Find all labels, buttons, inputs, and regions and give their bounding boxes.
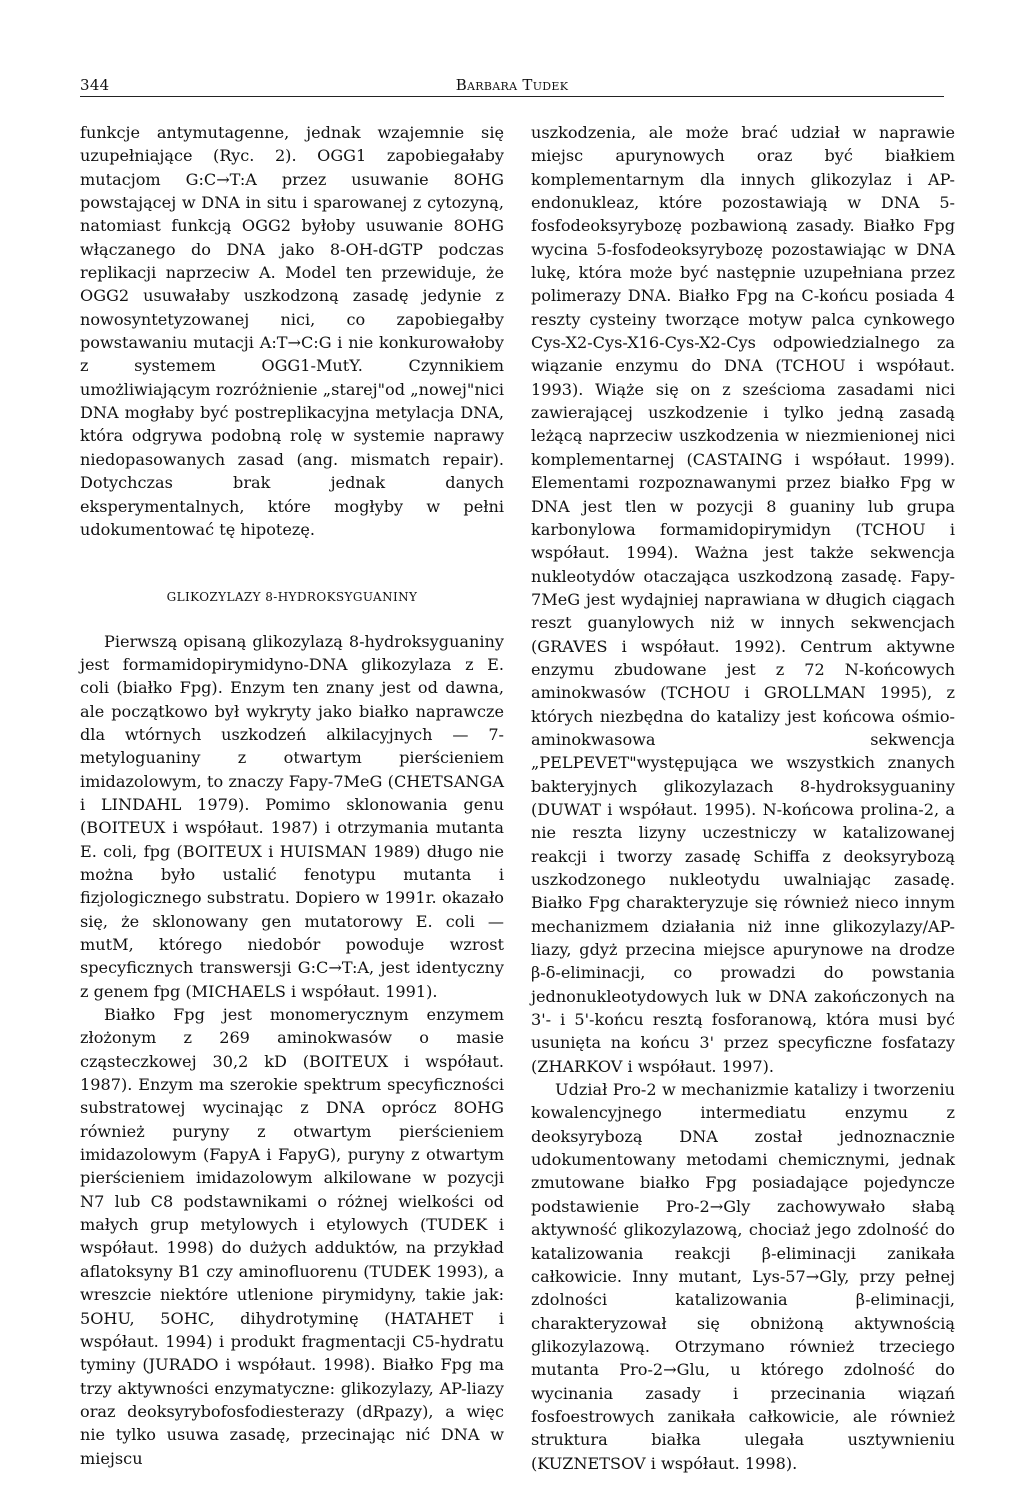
page-number: 344 xyxy=(80,76,110,94)
paragraph: Pierwszą opisaną glikozylazą 8-hydroksyguaniny jest formamidopirymidyno-DNA glikozylaza z E. coli (białko Fpg). Enzym ten znany jest od dawna, ale początkowo był wykryty jako białko naprawcze dla wtórnych uszkodzeń alkilacyjnych — 7-metyloguaniny z otwartym pierścieniem imidazolowym, to znaczy Fapy-7MeG (CHETSANGA i LINDAHL 1979). Pomimo sklonowania genu (BOITEUX i współaut. 1987) i otrzymania mutanta E. coli, fpg (BOITEUX i HUISMAN 1989) długo nie można było ustalić fenotypu mutanta i fizjologicznego substratu. Dopiero w 1991r. okazało się, że sklonowany gen mutatorowy E. coli — mutM, którego niedobór powoduje wzrost specyficznych transwersji G:C→T:A, jest identyczny z genem fpg (MICHAELS i współaut. 1991). xyxy=(80,631,504,1001)
paragraph: Udział Pro-2 w mechanizmie katalizy i tworzeniu kowalencyjnego intermediatu enzymu z deoksyrybozą DNA został jednoznacznie udokumentowany metodami chemicznymi, jednak zmutowane białko Fpg posiadające pojedyncze podstawienie Pro-2→Gly zachowywało słabą aktywność glikozylazową, chociaż jego zdolność do katalizowania reakcji β-eliminacji zanikała całkowicie. Inny mutant, Lys-57→Gly, przy pełnej zdolności katalizowania β-eliminacji, charakteryzował się obniżoną aktywnością glikozylazową. Otrzymano również trzeciego mutanta Pro-2→Glu, u którego zdolność do wycinania zasady i przecinania wiązań fosfoestrowych zanikała całkowicie, ale również struktura białka ulegała usztywnieniu (KUZNETSOV i współaut. 1998). xyxy=(531,1080,955,1473)
paragraph: Białko Fpg jest monomerycznym enzymem złożonym z 269 aminokwasów o masie cząsteczkowej 30,2 kD (BOITEUX i współaut. 1987). Enzym ma szerokie spektrum specyficzności substratowej wycinając z DNA oprócz 8OHG również puryny z otwartym pierścieniem imidazolowym (FapyA i FapyG), puryny z otwartym pierścieniem imidazolowym alkilowane w pozycji N7 lub C8 podstawnikami o różnej wielkości od małych grup metylowych i etylowych (TUDEK i współaut. 1998) do dużych adduktów, na przykład aflatoksyny B1 czy aminofluorenu (TUDEK 1993), a wreszcie niektóre utlenione pirymidyny, takie jak: 5OHU, 5OHC, dihydrotyminę (HATAHET i współaut. 1994) i produkt fragmentacji C5-hydratu tyminy (JURADO i współaut. 1998). Białko Fpg ma trzy aktywności enzymatyczne: glikozylazy, AP-liazy oraz deoksyrybofosfodiesterazy (dRpazy), a więc nie tylko usuwa zasadę, przecinając nić DNA w miejscu xyxy=(80,1005,504,1468)
paragraph: uszkodzenia, ale może brać udział w naprawie miejsc apurynowych oraz być białkiem komplementarnym dla innych glikozylaz i AP-endonukleaz, które pozostawiają w DNA 5-fosfodeoksyrybozę pozbawioną zasady. Białko Fpg wycina 5-fosfodeoksyrybozę pozostawiając w DNA lukę, która może być następnie uzupełniana przez polimerazy DNA. Białko Fpg na C-końcu posiada 4 reszty cysteiny tworzące motyw palca cynkowego Cys-X2-Cys-X16-Cys-X2-Cys odpowiedzialnego za wiązanie enzymu do DNA (TCHOU i współaut. 1993). Wiąże się on z sześcioma zasadami nici zawierającej uszkodzenie i tylko jedną zasadą leżącą naprzeciw uszkodzenia w niezmienionej nici komplementarnej (CASTAING i współaut. 1999). Elementami rozpoznawanymi przez białko Fpg w DNA jest tlen w pozycji 8 guaniny lub grupa karbonylowa formamidopirymidyn (TCHOU i współaut. 1994). Ważna jest także sekwencja nukleotydów otaczająca uszkodzoną zasadę. Fapy-7MeG jest wydajniej naprawiana w długich ciągach reszt guanylowych niż w innych sekwencjach (GRAVES i współaut. 1992). Centrum aktywne enzymu zbudowane jest z 72 N-końcowych aminokwasów (TCHOU i GROLLMAN 1995), z których niezbędna do katalizy jest końcowa ośmio-aminokwasowa sekwencja „PELPEVET"występująca we wszystkich znanych bakteryjnych glikozylazach 8-hydroksyguaniny (DUWAT i współaut. 1995). N-końcowa prolina-2, a nie reszta lizyny uczestniczy w katalizowanej reakcji i tworzy zasadę Schiffa z deoksyrybozą uszkodzonego nukleotydu uwalniając zasadę. Białko Fpg charakteryzuje się również nieco innym mechanizmem działania niż inne glikozylazy/AP-liazy, gdyż przecina miejsce apurynowe na drodze β-δ-eliminacji, co prowadzi do powstania jednonukleotydowych luk w DNA zakończonych na 3'- i 5'-końcu resztą fosforanową, która musi być usunięta na końcu 3' przez specyficzne fosfatazy (ZHARKOV i współaut. 1997). xyxy=(531,123,955,1076)
section-heading: GLIKOZYLAZY 8-HYDROKSYGUANINY xyxy=(166,590,418,605)
right-column xyxy=(531,121,955,1475)
page-header xyxy=(80,74,944,97)
left-column xyxy=(80,121,504,1470)
running-head-author: Barbara Tudek xyxy=(455,76,569,94)
paragraph: funkcje antymutagenne, jednak wzajemnie się uzupełniające (Ryc. 2). OGG1 zapobiegałaby mutacjom G:C→T:A przez usuwanie 8OHG powstającej w DNA in situ i sparowanej z cytozyną, natomiast funkcją OGG2 byłoby usuwanie 8OHG włączanego do DNA jako 8-OH-dGTP podczas replikacji naprzeciw A. Model ten przewiduje, że OGG2 usuwałaby uszkodzoną zasadę jedynie z nowosyntetyzowanej nici, co zapobiegałby powstawaniu mutacji A:T→C:G i nie konkurowałoby z systemem OGG1-MutY. Czynnikiem umożliwiającym rozróżnienie „starej"od „nowej"nici DNA mogłaby być postreplikacyjna metylacja DNA, która odgrywa podobną rolę w systemie naprawy niedopasowanych zasad (ang. mismatch repair). Dotychczas brak jednak danych eksperymentalnych, które mogłyby w pełni udokumentować tę hipotezę. xyxy=(80,123,504,539)
